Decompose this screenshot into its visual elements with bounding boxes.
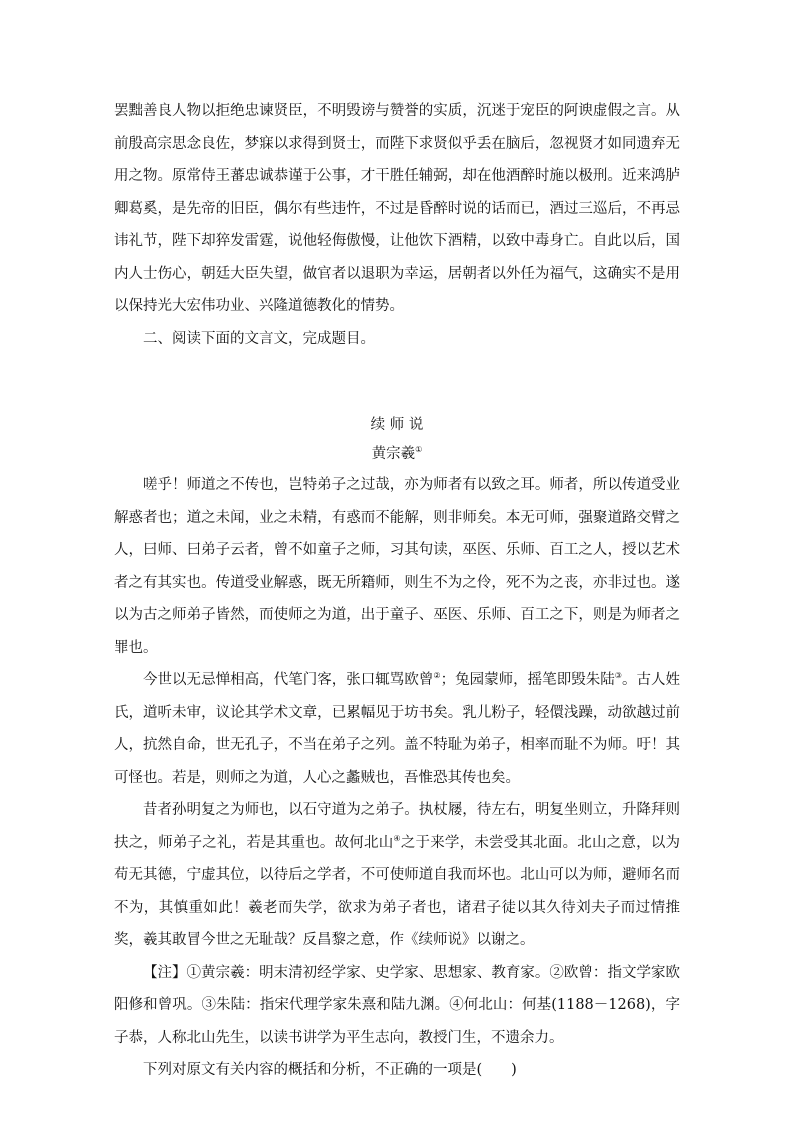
essay-text: ；兔园蒙师，摇笔即毁朱陆 bbox=[440, 672, 615, 688]
essay-paragraph-3 bbox=[114, 794, 680, 957]
essay-author-line bbox=[114, 442, 680, 466]
translation-paragraph: 罢黜善良人物以拒绝忠谏贤臣，不明毁谤与赞誉的实质，沉迷于宠臣的阿谀虚假之言。从前殷高宗思念良佐，梦寐以求得到贤士，而陛下求贤似乎丢在脑后，忽视贤才如同遗弃无用之物。原常侍王蕃忠诚恭谨于公事，才干胜任辅弼，却在他酒醉时施以极刑。近来鸿胪卿葛奚，是先帝的旧臣，偶尔有些违忤，不过是昏醉时说的话而已，酒过三巡后，不再忌讳礼节，陛下却猝发雷霆，说他轻侮傲慢，让他饮下酒精，以致中毒身亡。自此以后，国内人士伤心，朝廷大臣失望，做官者以退职为幸运，居朝者以外任为福气，这确实不是用以保持光大宏伟功业、兴隆道德教化的情势。 bbox=[114, 103, 680, 314]
essay-text: 今世以无忌惮相高，代笔门客，张口辄骂欧曾 bbox=[143, 672, 434, 688]
essay-text: 之于来学，未尝受其北面。北山之意，以为苟无其德，宁虚其位，以待后之学者，不可使师道自我而坏也。北山可以为师，避师名而不为，其慎重如此！羲老而失学，欲求为弟子者也，诸君子徒以其久待刘夫子而过情推奖，羲其敢冒今世之无耻哉？反昌黎之意，作《续师说》以谢之。 bbox=[114, 834, 681, 948]
essay-body bbox=[114, 469, 680, 1087]
footnote-marker: ③ bbox=[614, 671, 622, 681]
footnote-marker: ② bbox=[433, 671, 441, 681]
footnote-marker: ④ bbox=[393, 833, 401, 843]
essay-author: 黄宗羲 bbox=[371, 446, 416, 462]
notes-paragraph: 【注】①黄宗羲：明末清初经学家、史学家、思想家、教育家。②欧曾：指文学家欧阳修和曾巩。③朱陆：指宋代理学家朱熹和陆九渊。④何北山：何基(1188－1268)，字子恭，人称北山先生，以读书讲学为平生志向，教授门生，不遗余力。 bbox=[114, 964, 680, 1046]
essay-title: 续 师 说 bbox=[370, 417, 424, 433]
essay-paragraph-2 bbox=[114, 664, 680, 794]
essay-paragraph-1: 嗟乎！师道之不传也，岂特弟子之过哉，亦为师者有以致之耳。师者，所以传道受业解惑者也；道之未闻，业之未精，有惑而不能解，则非师矣。本无可师，强聚道路交臂之人，曰师、曰弟子云者，曾不如童子之师，习其句读，巫医、乐师、百工之人，授以艺术者之有其实也。传道受业解惑，既无所籍师，则生不为之伶，死不为之丧，亦非过也。遂以为古之师弟子皆然，而使师之为道，出于童子、巫医、乐师、百工之下，则是为师者之罪也。 bbox=[114, 477, 680, 656]
essay-text: 昔者孙明复之为师也，以石守道为之弟子。执杖屦，待左右，明复坐则立，升降拜则扶之，师弟子之礼，若是其重也。故何北山 bbox=[114, 802, 680, 851]
question-intro: 二、阅读下面的文言文，完成题目。 bbox=[143, 330, 375, 347]
essay-text: 。古人姓氏，道听未审，议论其学术文章，已累幅见于坊书矣。乳儿粉子，轻儇浅躁，动欲越过前人，抗然自命，世无孔子，不当在弟子之列。盖不特耻为弟子，相率而耻不为师。吁！其可怪也。若是，则师之为道，人心之蠡贼也，吾惟恐其传也矣。 bbox=[114, 672, 681, 786]
question-stem: 下列对原文有关内容的概括和分析，不正确的一项是( ) bbox=[143, 1062, 517, 1078]
footnote-marker: ① bbox=[415, 445, 423, 455]
section-1 bbox=[114, 95, 680, 355]
